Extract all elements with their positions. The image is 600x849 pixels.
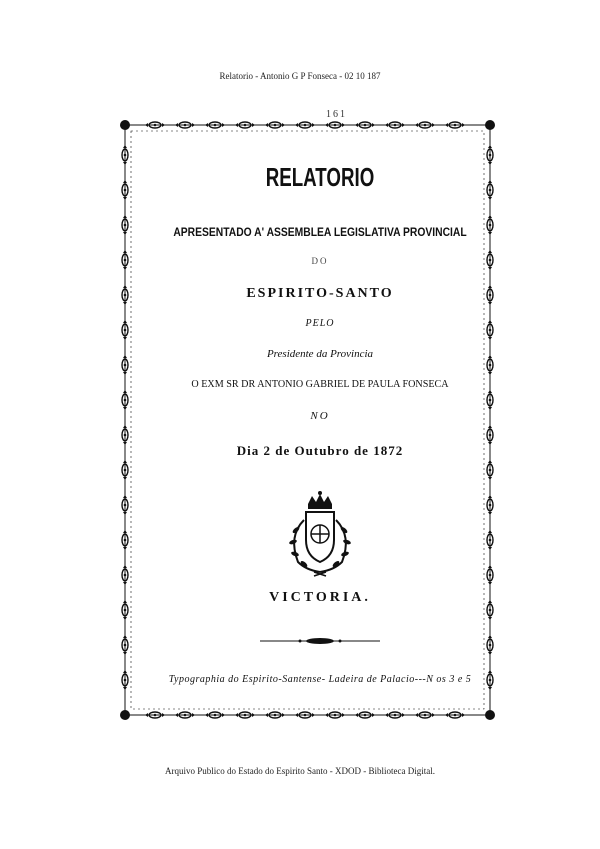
province-name: ESPIRITO-SANTO [246, 286, 394, 301]
date-line: Dia 2 de Outubro de 1872 [236, 443, 404, 458]
president-name: O EXM SR DR ANTONIO GABRIEL DE PAULA FONSECA [191, 378, 449, 390]
no-word: NO [310, 410, 330, 422]
president-title: Presidente da Provincia [266, 348, 374, 360]
imperial-crest-icon [280, 490, 360, 580]
do-word: DO [311, 256, 329, 266]
archive-footer-caption: Arquivo Publico do Estado do Espirito Santo - XDOD - Biblioteca Digital. [165, 766, 435, 776]
ornamental-rule [260, 637, 380, 645]
document-title: RELATORIO [265, 162, 375, 192]
handwritten-page-number: 161 [326, 109, 347, 120]
printer-imprint: Typographia do Espirito-Santense- Ladeira de Palacio---N os 3 e 5 [168, 674, 472, 685]
archive-header-caption: Relatorio - Antonio G P Fonseca - 02 10 187 [219, 71, 381, 81]
document-subtitle: APRESENTADO A' ASSEMBLEA LEGISLATIVA PROVINCIAL [173, 225, 467, 239]
city-name: VICTORIA. [269, 590, 371, 605]
pelo-word: PELO [305, 318, 335, 329]
